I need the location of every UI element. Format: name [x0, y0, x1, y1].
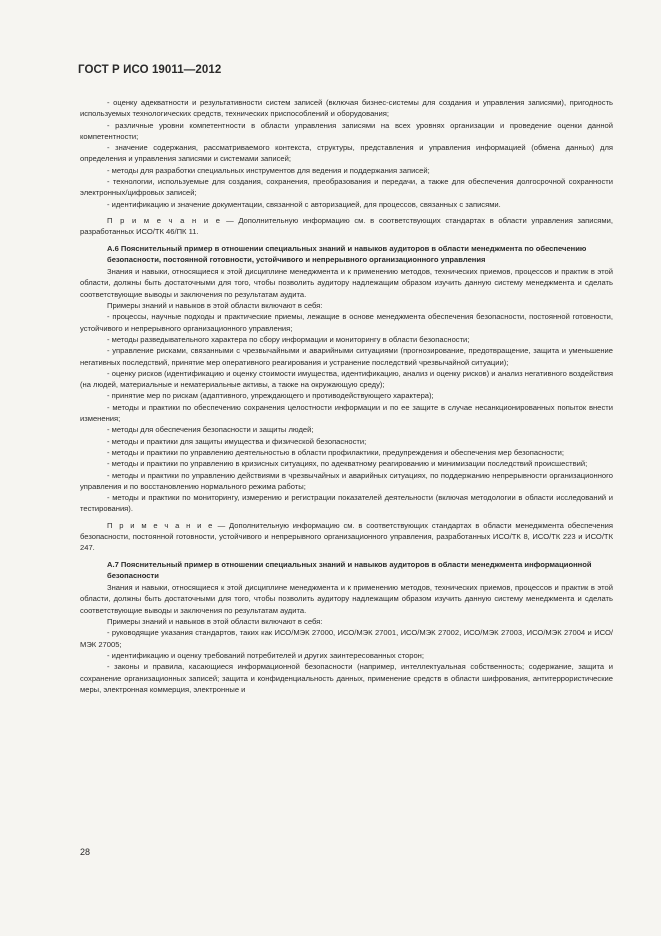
document-body — [80, 97, 613, 695]
examples-lead: Примеры знаний и навыков в этой области включают в себя: — [107, 617, 323, 627]
list-item: - значение содержания, рассматриваемого контекста, структуры, представления и управления информацией (обмена данных) для определения и управления записями и системами записей; — [80, 143, 613, 164]
list-item: - оценку адекватности и результативности систем записей (включая бизнес-системы для создания и управления записями), пригодность используемых технологических средств, технических приспособлений и оборудования; — [80, 98, 613, 119]
list-item: - идентификацию и значение документации, связанной с авторизацией, для процессов, связанных с записями. — [107, 199, 501, 209]
section-intro: Знания и навыки, относящиеся к этой дисциплине менеджмента и к применению методов, технических приемов, процессов и практик в этой области, должны быть достаточными для того, чтобы позволить аудитору надлежащим образом изучить данную систему менеджмента и сделать соответствующие выводы и заключения по результатам аудита. — [80, 583, 613, 615]
list-item: - оценку рисков (идентификацию и оценку стоимости имущества, идентификацию, анализ и оценку рисков) и анализ негативного воздействия (на людей, материальные и нематериальные активы, а также на окружающую среду); — [80, 368, 613, 390]
list-item: - методы и практики для защиты имущества и физической безопасности; — [107, 436, 367, 446]
page-number: 28 — [80, 847, 91, 857]
list-item: - управление рисками, связанными с чрезвычайными и аварийными ситуациями (прогнозирование, предотвращение, защита и уменьшение негативных последствий, принятие мер оперативного реагирования и устранение последствий чрезвычайной ситуации); — [80, 346, 613, 367]
note-text: — Дополнительную информацию см. в соответствующих стандартах в области управления записями, разработанных ИСО/ТК 46/ПК 11. — [80, 215, 613, 237]
list-item: - методы и практики по мониторингу, измерению и регистрации показателей деятельности (включая методологии в области исследований и тестирования). — [80, 493, 613, 514]
note-label: П р и м е ч а н и е — [107, 215, 222, 225]
list-item: - процессы, научные подходы и практические приемы, лежащие в основе менеджмента обеспечения безопасности, постоянной готовности, устойчивого и непрерывного организационного управления; — [80, 312, 613, 333]
page-header-title: ГОСТ Р ИСО 19011—2012 — [78, 64, 222, 76]
examples-lead: Примеры знаний и навыков в этой области включают в себя: — [107, 301, 323, 311]
note-paragraph — [80, 520, 613, 554]
note-text: — Дополнительную информацию см. в соответствующих стандартах в области менеджмента обеспечения безопасности, постоянной готовности, устойчивого и непрерывного организационного управления, разработанных ИСО/ТК 8, ИСО/ТК 223 и ИСО/ТК 247. — [80, 520, 613, 553]
list-item: - руководящие указания стандартов, таких как ИСО/МЭК 27000, ИСО/МЭК 27001, ИСО/МЭК 27002, ИСО/МЭК 27003, ИСО/МЭК 27004 и ИСО/МЭК 27005; — [80, 628, 613, 649]
list-item: - методы разведывательного характера по сбору информации и мониторингу в области безопасности; — [107, 334, 470, 344]
section-title-a6: А.6 Пояснительный пример в отношении специальных знаний и навыков аудиторов в области менеджмента по обеспечению безопасности, постоянной готовности, устойчивого и непрерывного организационного управления — [107, 243, 587, 264]
note-label: П р и м е ч а н и е — [107, 520, 214, 530]
list-item: - методы и практики по управлению в кризисных ситуациях, по адекватному реагированию и минимизации последствий происшествий; — [107, 459, 588, 469]
section-intro: Знания и навыки, относящиеся к этой дисциплине менеджмента и к применению методов, технических приемов, процессов и практик в этой области, должны быть достаточными для того, чтобы позволить аудитору надлежащим образом изучить данную систему менеджмента и сделать соответствующие выводы и заключения по результатам аудита. — [80, 267, 613, 299]
list-item: - принятие мер по рискам (адаптивного, упреждающего и противодействующего характера); — [107, 391, 434, 401]
section-title-a7: А.7 Пояснительный пример в отношении специальных знаний и навыков аудиторов в области менеджмента информационной безопасности — [107, 559, 592, 580]
list-item: - методы для разработки специальных инструментов для ведения и поддержания записей; — [107, 165, 430, 175]
list-item: - технологии, используемые для создания, сохранения, преобразования и передачи, а также для обеспечения долгосрочной сохранности электронных/цифровых записей; — [80, 177, 613, 198]
list-item: - различные уровни компетентности в области управления записями на всех уровнях организации и проведение оценки данной компетентности; — [80, 120, 613, 141]
list-item: - методы и практики по управлению деятельностью в области профилактики, предупреждения и обеспечения мер безопасности; — [107, 447, 564, 457]
list-item: - методы и практики по управлению действиями в чрезвычайных и аварийных ситуациях, по поддержанию непрерывности организационного управления и по восстановлению нормального режима работы; — [80, 470, 613, 491]
list-item: - методы для обеспечения безопасности и защиты людей; — [107, 425, 314, 435]
list-item: - законы и правила, касающиеся информационной безопасности (например, интеллектуальная собственность; содержание, защита и сохранение организационных записей; защита и конфиденциальность данных, применение средств в области шифрования, антитеррористические меры, электронная коммерция, электронные и — [80, 662, 613, 694]
list-item: - методы и практики по обеспечению сохранения целостности информации и по ее защите в случае несанкционированных попыток внести изменения; — [80, 402, 613, 424]
list-item: - идентификацию и оценку требований потребителей и других заинтересованных сторон; — [107, 650, 424, 660]
note-paragraph — [80, 215, 613, 238]
